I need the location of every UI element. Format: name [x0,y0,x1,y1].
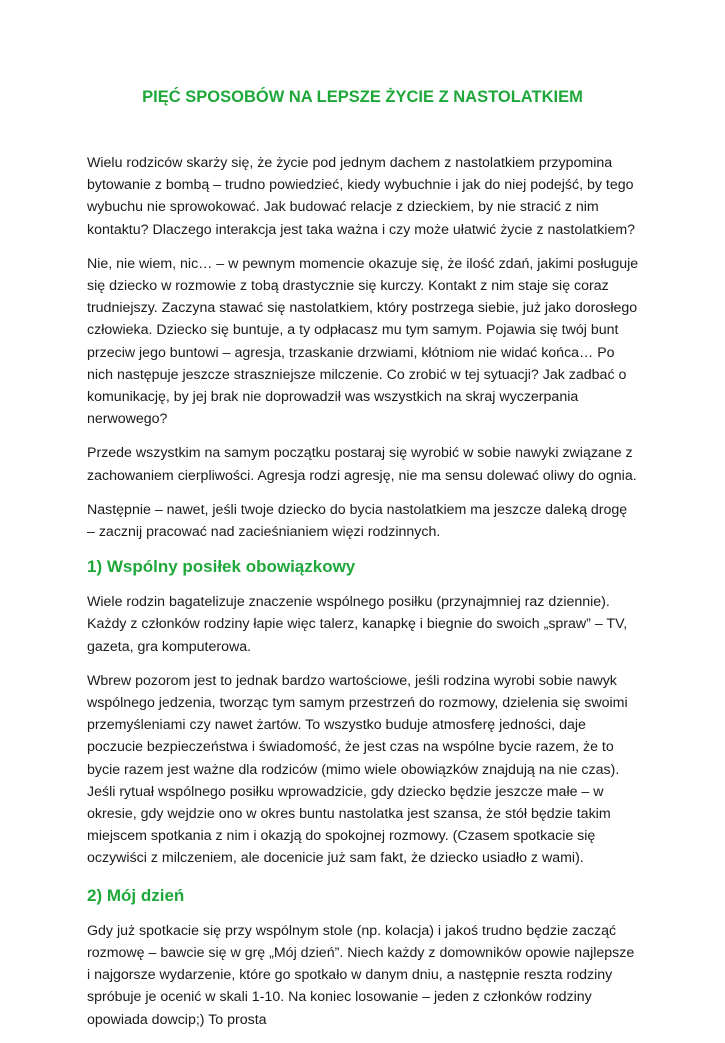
document-title: PIĘĆ SPOSOBÓW NA LEPSZE ŻYCIE Z NASTOLATKIEM [142,88,583,106]
section-heading-2: 2) Mój dzień [87,885,185,905]
document-body [87,152,639,1043]
section-1-paragraph: Wiele rodzin bagatelizuje znaczenie wspólnego posiłku (przynajmniej raz dziennie). Każdy z członków rodziny łapie więc talerz, kanapkę i biegnie do swoich „spraw” – TV, gazeta, gra komputerowa. [87,594,628,655]
intro-paragraph: Następnie – nawet, jeśli twoje dziecko do bycia nastolatkiem ma jeszcze daleką drogę – zacznij pracować nad zacieśnianiem więzi rodzinnych. [87,501,628,541]
intro-paragraph: Nie, nie wiem, nic… – w pewnym momencie okazuje się, że ilość zdań, jakimi posługuje się dziecko w rozmowie z tobą drastycznie się kurczy. Kontakt z nim staje się coraz trudniejszy. Zaczyna stawać się nastolatkiem, który postrzega siebie, już jako dorosłego człowieka. Dziecko się buntuje, a ty odpłacasz mu tym samym. Pojawia się twój bunt przeciw jego buntowi – agresja, trzaskanie drzwiami, kłótniom nie widać końca… Po nich następuje jeszcze straszniejsze milczenie. Co zrobić w tej sytuacji? Jak zadbać o komunikację, by jej brak nie doprowadził was wszystkich na skraj wyczerpania nerwowego? [87,255,639,428]
section-heading-1: 1) Wspólny posiłek obowiązkowy [87,557,356,577]
section-2-paragraph: Gdy już spotkacie się przy wspólnym stole (np. kolacja) i jakoś trudno będzie zacząć rozmowę – bawcie się w grę „Mój dzień”. Niech każdy z domowników opowie najlepsze i najgorsze wydarzenie, które go spotkało w danym dniu, a następnie reszta rodziny spróbuje je ocenić w skali 1-10. Na koniec losowanie – jeden z członków rodziny opowiada dowcip;) To prosta [87,922,635,1028]
intro-paragraph: Przede wszystkim na samym początku postaraj się wyrobić w sobie nawyki związane z zachowaniem cierpliwości. Agresja rodzi agresję, nie ma sensu dolewać oliwy do ognia. [87,445,637,484]
intro-paragraph: Wielu rodziców skarży się, że życie pod jednym dachem z nastolatkiem przypomina bytowanie z bombą – trudno powiedzieć, kiedy wybuchnie i jak do niej podejść, by tego wybuchu nie sprowokować. Jak budować relacje z dzieckiem, by nie stracić z nim kontaktu? Dlaczego interakcja jest taka ważna i czy może ułatwić życie z nastolatkiem? [87,155,636,238]
section-1-paragraph: Wbrew pozorom jest to jednak bardzo wartościowe, jeśli rodzina wyrobi sobie nawyk wspólnego jedzenia, tworząc tym samym przestrzeń do rozmowy, dzielenia się swoimi przemyśleniami czy nawet żartów. To wszystko buduje atmosferę jedności, daje poczucie bezpieczeństwa i świadomość, że jest czas na wspólne bycie razem, że to bycie razem jest ważne dla rodziców (mimo wiele obowiązków znajdują na nie czas). Jeśli rytuał wspólnego posiłku wprowadzicie, gdy dziecko będzie jeszcze małe – w okresie, gdy wejdzie ono w okres buntu nastolatka jest szansa, że stół będzie takim miejscem spotkania z nim i okazją do spokojnej rozmowy. (Czasem spotkacie się oczywiści z milczeniem, ale docenicie już sam fakt, że dziecko usiadło z wami). [87,672,628,867]
